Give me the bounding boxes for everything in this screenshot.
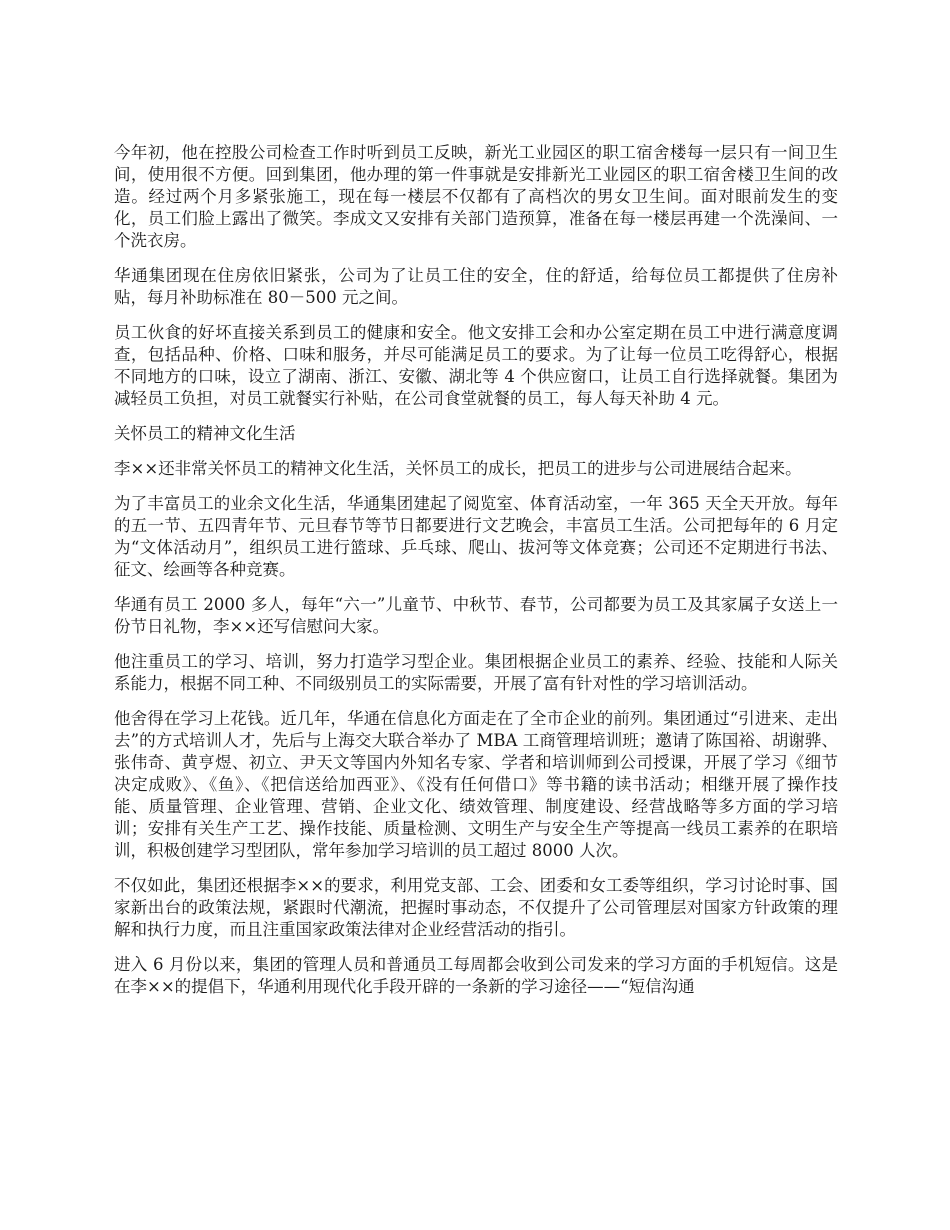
paragraph-policy-study: 不仅如此，集团还根据李××的要求，利用党支部、工会、团委和女工委等组织，学习讨论时事、国家新出台的政策法规，紧跟时代潮流，把握时事动态，不仅提升了公司管理层对国家方针政策的理解和执行力度，而且注重国家政策法律对企业经营活动的指引。 (114, 876, 838, 939)
paragraph-sms-learning: 进入 6 月份以来，集团的管理人员和普通员工每周都会收到公司发来的学习方面的手机短信。这是在李××的提倡下，华通利用现代化手段开辟的一条新的学习途径——“短信沟通 (114, 955, 838, 996)
section-heading: 关怀员工的精神文化生活 (114, 424, 296, 443)
paragraph-learning-training: 他注重员工的学习、培训，努力打造学习型企业。集团根据企业员工的素养、经验、技能和人际关系能力，根据不同工种、不同级别员工的实际需要，开展了富有针对性的学习培训活动。 (114, 652, 838, 693)
paragraph-holiday-gifts: 华通有员工 2000 多人，每年“六一”儿童节、中秋节、春节，公司都要为员工及其家属子女送上一份节日礼物，李××还写信慰问大家。 (114, 595, 838, 636)
paragraph-meals: 员工伙食的好坏直接关系到员工的健康和安全。他文安排工会和办公室定期在员工中进行满意度调查，包括品种、价格、口味和服务，并尽可能满足员工的要求。为了让每一位员工吃得舒心，根据不同地方的口味，设立了湖南、浙江、安徽、湖北等 4 个供应窗口，让员工自行选择就餐。集团为减轻员工负担，对员工就餐实行补贴，在公司食堂就餐的员工，每人每天补助 4 元。 (114, 323, 838, 408)
document-body (114, 142, 838, 1011)
paragraph-training-investment: 他舍得在学习上花钱。近几年，华通在信息化方面走在了全市企业的前列。集团通过“引进来、走出去”的方式培训人才，先后与上海交大联合举办了 MBA 工商管理培训班；邀请了陈国裕、胡谢骅、张伟奇、黄亨煜、初立、尹天文等国内外知名专家、学者和培训师到公司授课，开展了学习《细节决定成败》、《鱼》、《把信送给加西亚》、《没有任何借口》等书籍的读书活动；相继开展了操作技能、质量管理、企业管理、营销、企业文化、绩效管理、制度建设、经营战略等多方面的学习培训；安排有关生产工艺、操作技能、质量检测、文明生产与安全生产等提高一线员工素养的在职培训，积极创建学习型团队，常年参加学习培训的员工超过 8000 人次。 (114, 709, 838, 860)
paragraph-cultural-life: 李××还非常关怀员工的精神文化生活，关怀员工的成长，把员工的进步与公司进展结合起来。 (114, 459, 802, 478)
paragraph-housing-subsidy: 华通集团现在住房依旧紧张，公司为了让员工住的安全，住的舒适，给每位员工都提供了住房补贴，每月补助标准在 80－500 元之间。 (114, 266, 838, 307)
paragraph-dormitory-bathroom: 今年初，他在控股公司检查工作时听到员工反映，新光工业园区的职工宿舍楼每一层只有一间卫生间，使用很不方便。回到集团，他办理的第一件事就是安排新光工业园区的职工宿舍楼卫生间的改造。经过两个月多紧张施工，现在每一楼层不仅都有了高档次的男女卫生间。面对眼前发生的变化，员工们脸上露出了微笑。李成文又安排有关部门造预算，准备在每一楼层再建一个洗澡间、一个洗衣房。 (114, 143, 838, 250)
paragraph-leisure-activities: 为了丰富员工的业余文化生活，华通集团建起了阅览室、体育活动室，一年 365 天全天开放。每年的五一节、五四青年节、元旦春节等节日都要进行文艺晚会，丰富员工生活。公司把每年的 6 月定为“文体活动月”，组织员工进行篮球、乒乓球、爬山、拔河等文体竞赛；公司还不定期进行书法、征文、绘画等各种竞赛。 (114, 494, 838, 579)
